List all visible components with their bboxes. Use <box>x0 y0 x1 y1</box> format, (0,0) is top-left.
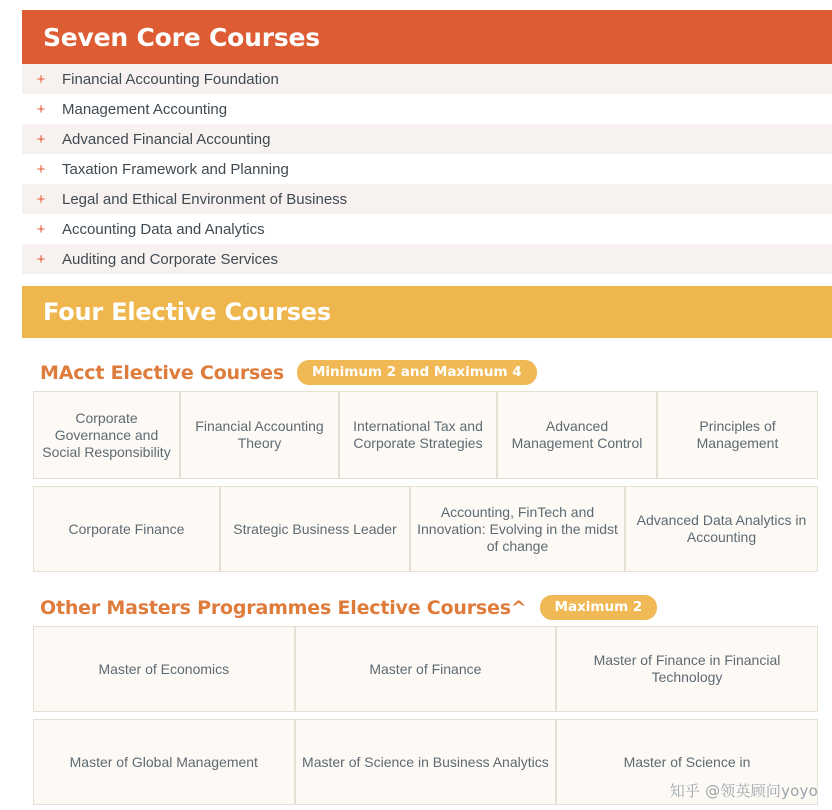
other-max-badge: Maximum 2 <box>540 595 658 620</box>
course-card[interactable]: Accounting, FinTech and Innovation: Evolving in the midst of change <box>410 486 625 572</box>
elective-courses-header <box>22 286 832 338</box>
list-item[interactable] <box>22 184 832 214</box>
other-programmes-title: Other Masters Programmes Elective Courses^ <box>40 596 527 619</box>
macct-course-grid-row-1 <box>33 391 818 479</box>
core-courses-title: Seven Core Courses <box>43 22 320 52</box>
plus-icon[interactable]: + <box>36 160 46 178</box>
list-item[interactable] <box>22 64 832 94</box>
core-course-label: Taxation Framework and Planning <box>62 160 289 178</box>
plus-icon[interactable]: + <box>36 100 46 118</box>
watermark <box>670 780 818 801</box>
other-programmes-heading <box>40 595 657 620</box>
core-courses-list <box>22 64 832 274</box>
course-card[interactable]: Master of Global Management <box>33 719 295 805</box>
plus-icon[interactable]: + <box>36 190 46 208</box>
plus-icon[interactable]: + <box>36 70 46 88</box>
macct-minmax-badge: Minimum 2 and Maximum 4 <box>297 360 537 385</box>
course-card[interactable]: Master of Finance <box>295 626 557 712</box>
macct-course-grid-row-2 <box>33 486 818 572</box>
course-card[interactable]: International Tax and Corporate Strategies <box>339 391 497 479</box>
page-left-margin <box>0 0 22 810</box>
list-item[interactable] <box>22 124 832 154</box>
core-course-label: Accounting Data and Analytics <box>62 220 265 238</box>
course-card[interactable]: Master of Science in <box>556 719 818 805</box>
course-card[interactable]: Advanced Data Analytics in Accounting <box>625 486 818 572</box>
list-item[interactable] <box>22 154 832 184</box>
macct-elective-title: MAcct Elective Courses <box>40 361 284 384</box>
core-course-label: Advanced Financial Accounting <box>62 130 271 148</box>
plus-icon[interactable]: + <box>36 250 46 268</box>
core-course-label: Financial Accounting Foundation <box>62 70 279 88</box>
core-courses-header <box>22 10 832 64</box>
course-card[interactable]: Master of Finance in Financial Technology <box>556 626 818 712</box>
list-item[interactable] <box>22 214 832 244</box>
macct-elective-heading <box>40 360 537 385</box>
course-card[interactable]: Advanced Management Control <box>497 391 657 479</box>
core-course-label: Legal and Ethical Environment of Business <box>62 190 348 208</box>
plus-icon[interactable]: + <box>36 130 46 148</box>
list-item[interactable] <box>22 94 832 124</box>
course-card[interactable]: Strategic Business Leader <box>220 486 410 572</box>
other-course-grid-row-1 <box>33 626 818 712</box>
course-card[interactable]: Master of Economics <box>33 626 295 712</box>
elective-courses-title: Four Elective Courses <box>43 298 331 326</box>
plus-icon[interactable]: + <box>36 220 46 238</box>
course-card[interactable]: Financial Accounting Theory <box>180 391 339 479</box>
course-card[interactable]: Corporate Finance <box>33 486 220 572</box>
course-card[interactable]: Principles of Management <box>657 391 818 479</box>
core-course-label: Auditing and Corporate Services <box>62 250 278 268</box>
course-card[interactable]: Master of Science in Business Analytics <box>295 719 557 805</box>
watermark-text: 知乎 @领英顾问yoyo <box>669 782 818 800</box>
course-card[interactable]: Corporate Governance and Social Responsibility <box>33 391 180 479</box>
core-course-label: Management Accounting <box>62 100 228 118</box>
list-item[interactable] <box>22 244 832 274</box>
